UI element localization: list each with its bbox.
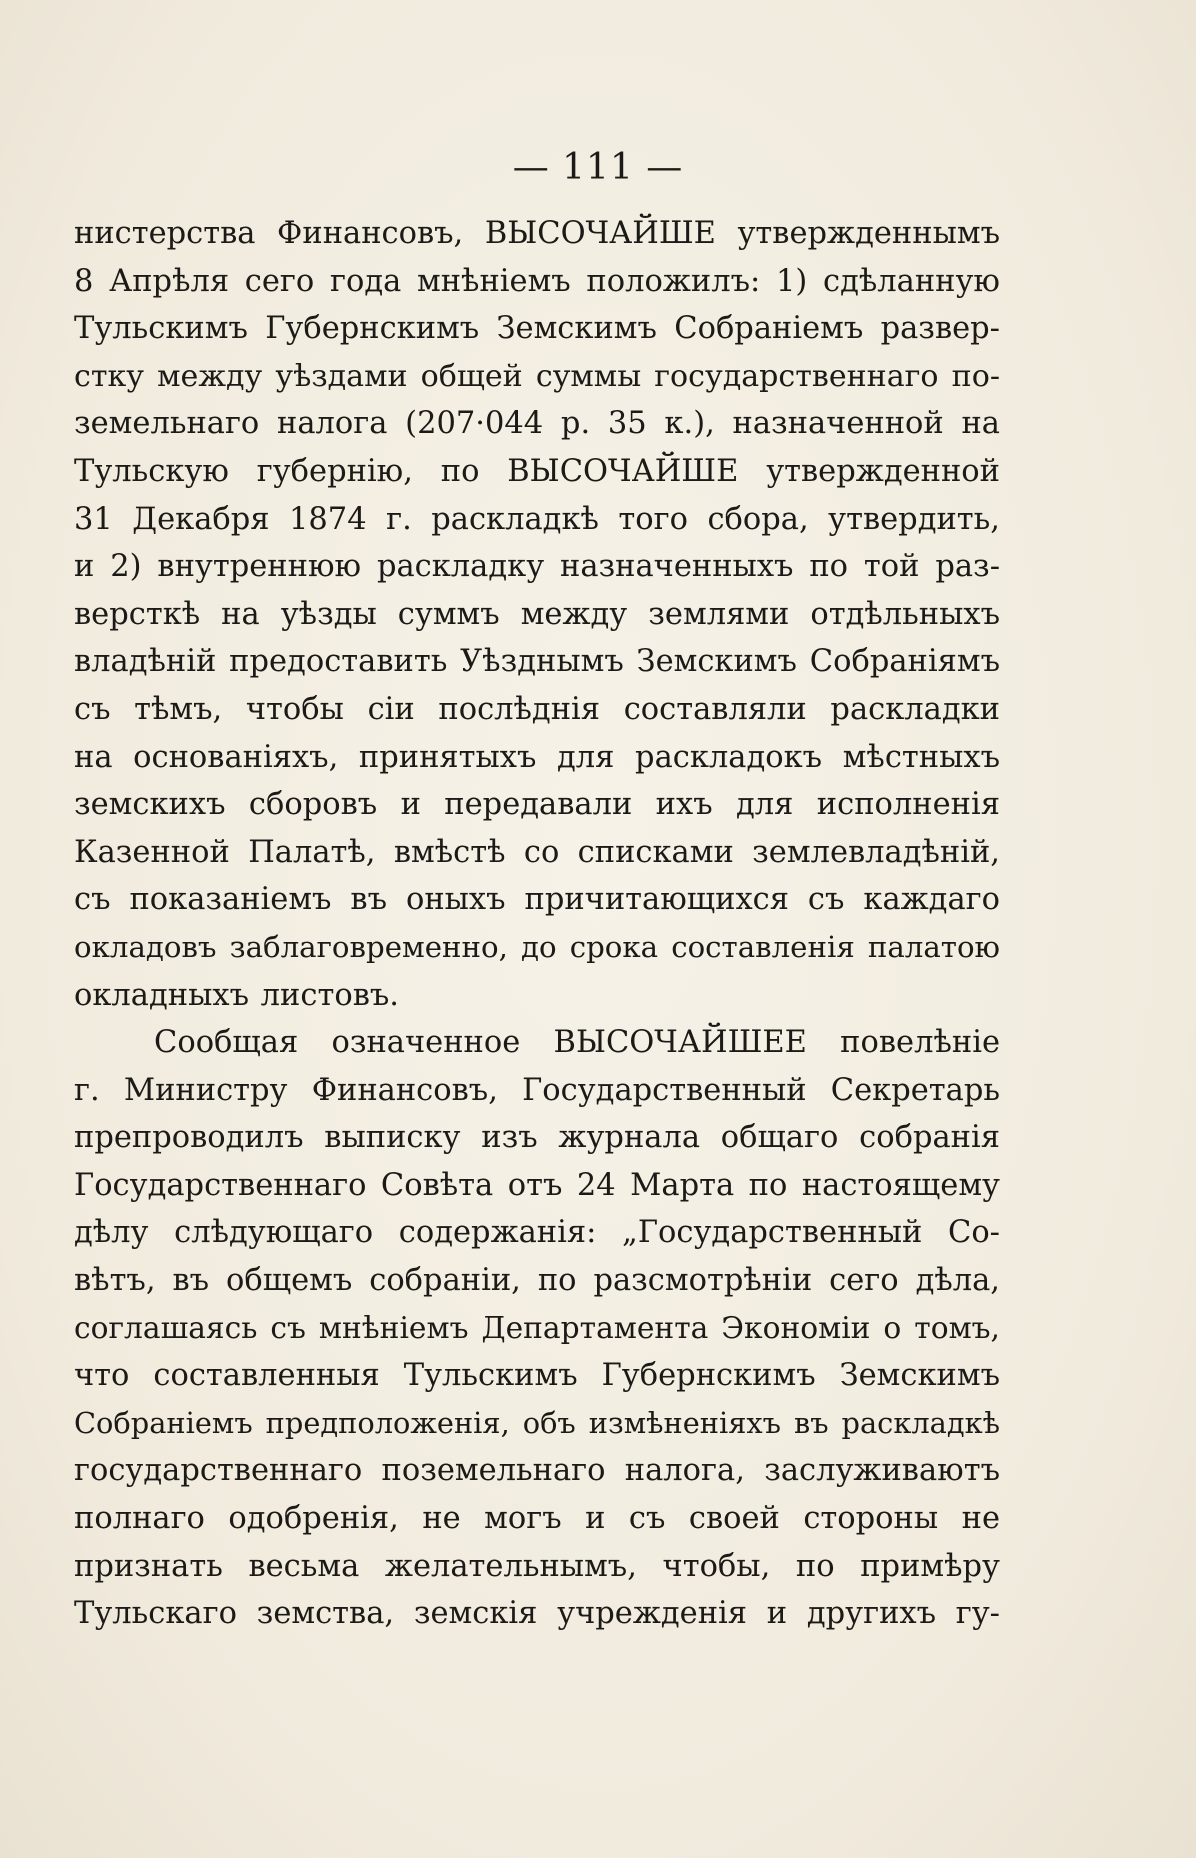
text-line: признать весьма желательнымъ, чтобы, по примѣру [74,1548,1000,1584]
text-line: съ показаніемъ въ оныхъ причитающихся съ каждаго [74,882,1000,918]
text-line: полнаго одобренія, не могъ и съ своей стороны не [74,1501,1000,1537]
paragraph-start-line: Сообщая означенное ВЫСОЧАЙШЕЕ повелѣніе [154,1025,1000,1061]
text-line: Тульскимъ Губернскимъ Земскимъ Собраніемъ развер- [74,311,1000,347]
text-line: 8 Апрѣля сего года мнѣніемъ положилъ: 1) сдѣланную [74,263,1000,299]
text-line: земельнаго налога (207·044 р. 35 к.), назначенной на [74,406,1000,442]
text-line: дѣлу слѣдующаго содержанія: „Государственный Со- [74,1215,1000,1251]
text-line: препроводилъ выписку изъ журнала общаго собранія [74,1120,1000,1156]
text-line: версткѣ на уѣзды суммъ между землями отдѣльныхъ [74,596,1000,632]
text-line: государственнаго поземельнаго налога, заслуживаютъ [74,1453,1000,1489]
text-line: Государственнаго Совѣта отъ 24 Марта по настоящему [74,1167,1000,1203]
text-line: соглашаясь съ мнѣніемъ Департамента Экономіи о томъ, [74,1310,1000,1346]
text-line: г. Министру Финансовъ, Государственный Секретарь [74,1072,1000,1108]
text-line: окладовъ заблаговременно, до срока составленія палатою [74,929,1000,964]
text-line: съ тѣмъ, чтобы сіи послѣднія составляли раскладки [74,691,1000,727]
text-line: и 2) внутреннюю раскладку назначенныхъ по той раз- [74,549,1000,585]
text-line: Тульскаго земства, земскія учрежденія и другихъ гу- [74,1596,1000,1632]
text-line: Собраніемъ предположенія, объ измѣненіяхъ въ раскладкѣ [74,1405,1000,1440]
text-line: на основаніяхъ, принятыхъ для раскладокъ мѣстныхъ [74,739,1000,775]
text-line: владѣній предоставить Уѣзднымъ Земскимъ Собраніямъ [74,644,1000,680]
text-line: земскихъ сборовъ и передавали ихъ для исполненія [74,787,1000,823]
text-line: вѣтъ, въ общемъ собраніи, по разсмотрѣніи сего дѣла, [74,1263,1000,1299]
page-number: — 111 — [512,147,684,188]
paragraph-end-line: окладныхъ листовъ. [74,977,399,1013]
text-line: 31 Декабря 1874 г. раскладкѣ того сбора, утвердить, [74,501,1000,537]
text-line: нистерства Финансовъ, ВЫСОЧАЙШЕ утвержденнымъ [74,216,1000,251]
body-text [74,210,1000,1638]
text-line: что составленныя Тульскимъ Губернскимъ Земскимъ [74,1358,1000,1394]
text-line: Казенной Палатѣ, вмѣстѣ со списками землевладѣній, [74,834,1000,870]
text-line: Тульскую губернію, по ВЫСОЧАЙШЕ утвержденной [74,453,1000,489]
text-line: стку между уѣздами общей суммы государственнаго по- [74,358,1000,394]
